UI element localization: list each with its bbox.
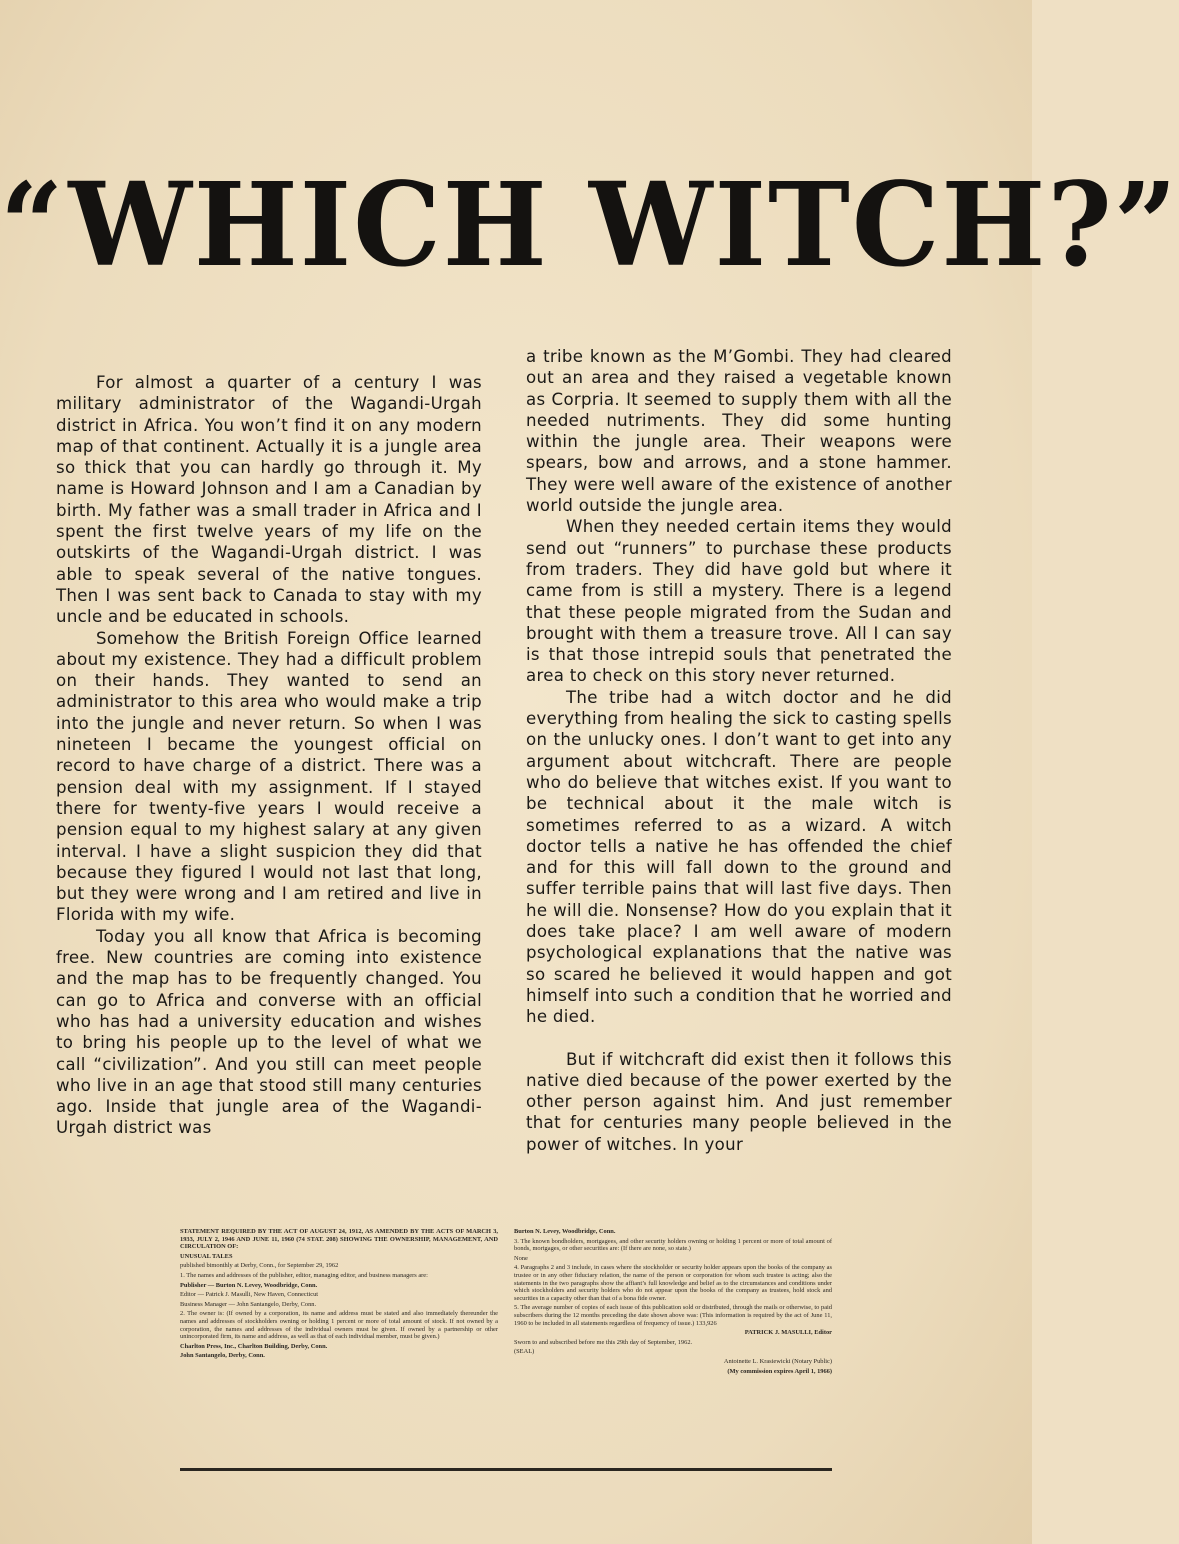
statement-right-column bbox=[514, 1228, 832, 1468]
notary-line: Antoinette L. Krasiewicki (Notary Public) bbox=[723, 1357, 832, 1365]
owner-line: John Santangelo, Derby, Conn. bbox=[180, 1352, 265, 1360]
seal-line: (SEAL) bbox=[514, 1348, 535, 1356]
publisher-line: Publisher — Burton N. Levey, Woodbridge, Conn. bbox=[180, 1281, 318, 1289]
paragraph: Somehow the British Foreign Office learned about my existence. They had a difficult problem on their hands. They wanted to send an administrator to this area who would make a trip into the jungle and never return. So when I was nineteen I became the youngest official on record to have charge of a district. There was a pension deal with my assignment. If I stayed there for twenty-five years I would receive a pension equal to my highest salary at any given interval. I have a slight suspicion they did that because they figured I would not last that long, but they were wrong and I am retired and live in Florida with my wife. bbox=[56, 628, 482, 925]
paragraph: For almost a quarter of a century I was military administrator of the Wagandi-Urgah district in Africa. You won’t find it on any modern map of that continent. Actually it is a jungle area so thick that you can hardly go through it. My name is Howard Johnson and I am a Canadian by birth. My father was a small trader in Africa and I spent the first twelve years of my life on the outskirts of the Wagandi-Urgah district. I was able to speak several of the native tongues. Then I was sent back to Canada to stay with my uncle and be educated in schools. bbox=[56, 373, 482, 627]
business-manager-line: Business Manager — John Santangelo, Derby, Conn. bbox=[180, 1300, 317, 1308]
commission-line: (My commission expires April 1, 1966) bbox=[727, 1367, 832, 1375]
sworn-line: Sworn to and subscribed before me this 29th day of September, 1962. bbox=[514, 1338, 693, 1346]
paragraph: a tribe known as the M’Gombi. They had cleared out an area and they raised a vegetable known as Corpria. It seemed to supply them with all the needed nutriments. They did some hunting within the jungle area. Their weapons were spears, bow and arrows, and a stone hammer. They were well aware of the existence of another world outside the jungle area. bbox=[526, 347, 952, 516]
editor-line: Editor — Patrick J. Masulli, New Haven, Connecticut bbox=[180, 1291, 319, 1299]
statement-item: 4. Paragraphs 2 and 3 include, in cases where the stockholder or security holder appears upon the books of the company as trustee or in any other fiduciary relation, the name of the person or corporation for whom such trustee is acting; also the statements in the two paragraphs show the affiant’s full knowledge and belief as to the circumstances and conditions under which stockholders and security holders who do not appear upon the books of the company as trustees, hold stock and securities in a capacity other than that of a bona fide owner. bbox=[514, 1264, 832, 1302]
none-line: None bbox=[514, 1254, 528, 1262]
paragraph: Today you all know that Africa is becoming free. New countries are coming into existence and the map has to be frequently changed. You can go to Africa and converse with an official who has had a university education and wishes to bring his people up to the level of what we call “civilization”. And you still can meet people who live in an age that stood still many centuries ago. Inside that jungle area of the Wagandi-Urgah district was bbox=[56, 926, 482, 1138]
paragraph: But if witchcraft did exist then it follows this native died because of the power exerted by the other person against him. And just remember that for centuries many people believed in the power of witches. In your bbox=[526, 1049, 952, 1154]
paragraph: When they needed certain items they would send out “runners” to purchase these products from traders. They did have gold but where it came from is still a mystery. There is a legend that these people migrated from the Sudan and brought with them a treasure trove. All I can say is that those intrepid souls that penetrated the area to check on this story never returned. bbox=[526, 517, 952, 686]
statement-item: 2. The owner is: (If owned by a corporation, its name and address must be stated and also immediately thereunder the names and addresses of stockholders owning or holding 1 percent or more of total amount of stock. If not owned by a corporation, the names and addresses of the individual owners must be given. If owned by a partnership or other unincorporated firm, its name and address, as well as that of each individual member, must be given.) bbox=[180, 1310, 498, 1341]
owner-line: Burton N. Levey, Woodbridge, Conn. bbox=[514, 1228, 616, 1235]
publication-schedule: published bimonthly at Derby, Conn., for September 29, 1962 bbox=[180, 1262, 339, 1270]
story-title: “WHICH WITCH?” bbox=[0, 156, 1179, 293]
statement-item: 1. The names and addresses of the publisher, editor, managing editor, and business managers are: bbox=[180, 1271, 428, 1279]
statement-heading: STATEMENT REQUIRED BY THE ACT OF AUGUST 24, 1912, AS AMENDED BY THE ACTS OF MARCH 3, 1933, JULY 2, 1946 AND JUNE 11, 1960 (74 STAT. 208) SHOWING THE OWNERSHIP, MANAGEMENT, AND CIRCULATION OF: bbox=[180, 1228, 498, 1251]
right-text-column bbox=[526, 346, 952, 1155]
ownership-statement bbox=[180, 1228, 832, 1471]
statement-left-column bbox=[180, 1228, 498, 1468]
statement-item: 3. The known bondholders, mortgagees, and other security holders owning or holding 1 percent or more of total amount of bonds, mortgages, or other securities are: (If there are none, so state.) bbox=[514, 1237, 832, 1253]
signer-line: PATRICK J. MASULLI, Editor bbox=[744, 1329, 832, 1337]
owner-line: Charlton Press, Inc., Charlton Building, Derby, Conn. bbox=[180, 1342, 328, 1350]
paragraph: The tribe had a witch doctor and he did everything from healing the sick to casting spells on the unlucky ones. I don’t want to get into any argument about witchcraft. There are people who do believe that witches exist. If you want to be technical about it the male witch is sometimes referred to as a wizard. A witch doctor tells a native he has offended the chief and for this will fall down to the ground and suffer terrible pains that will last five days. Then he will die. Nonsense? How do you explain that it does take place? I am well aware of modern psychological explanations that the native was so scared he believed it would happen and got himself into such a condition that he worried and he died. bbox=[526, 687, 952, 1027]
publication-name: UNUSUAL TALES bbox=[180, 1252, 233, 1260]
statement-item: 5. The average number of copies of each issue of this publication sold or distributed, through the mails or otherwise, to paid subscribers during the 12 months preceding the date shown above was: (This information is required by the act of June 11, 1960 to be included in all statements regardless of frequency of issue.) 133,926 bbox=[514, 1304, 832, 1327]
left-text-column bbox=[56, 372, 482, 1139]
